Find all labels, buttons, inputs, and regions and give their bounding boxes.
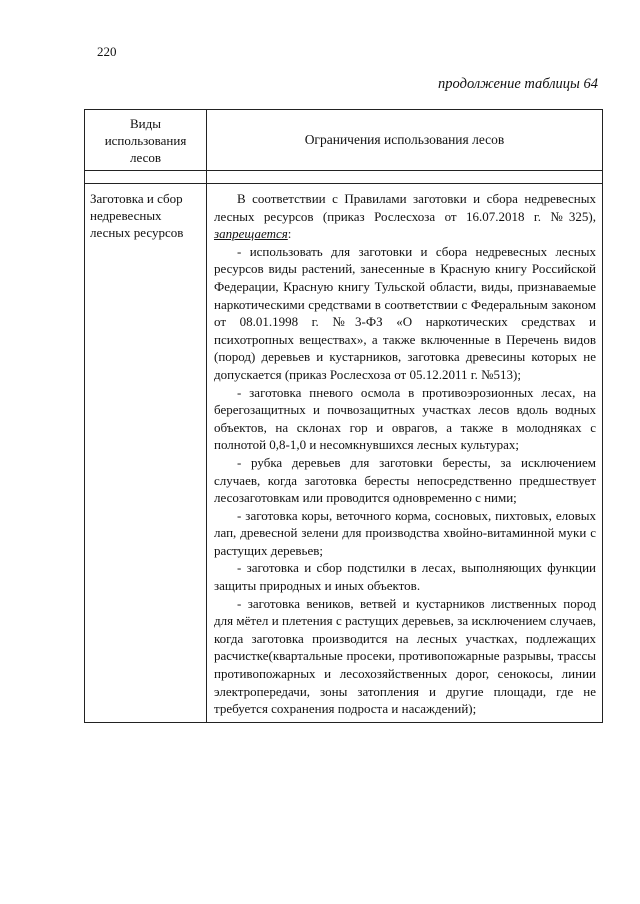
table-continuation-caption: продолжение таблицы 64 <box>438 76 598 92</box>
restrictions-table <box>84 109 603 723</box>
header-restrictions: Ограничения использования лесов <box>207 110 603 171</box>
spacer-cell <box>207 171 603 184</box>
restrictions-intro <box>214 190 596 243</box>
header-usage-types: Виды использования лесов <box>85 110 207 171</box>
prohibited-word: запрещается <box>214 226 288 242</box>
restriction-item: - заготовка коры, веточного корма, сосновых, пихтовых, еловых лап, древесной зелени для производства хвойно-витаминной муки с растущих деревьев; <box>214 507 596 558</box>
usage-type-cell: Заготовка и сбор недревесных лесных ресурсов <box>85 184 207 723</box>
restriction-item: - заготовка и сбор подстилки в лесах, выполняющих функции защиты природных и иных объектов. <box>214 560 596 594</box>
restriction-item: - рубка деревьев для заготовки бересты, за исключением случаев, когда заготовка бересты непосредственно предшествует лесозаготовкам или проводится одновременно с ними; <box>214 454 596 506</box>
restriction-item: - заготовка веников, ветвей и кустарников лиственных пород для мётел и плетения с растущих деревьев, за исключением случаев, когда заготовка производится на лесных участках, подлежащих расчистке(квартальные просеки, противопожарные разрывы, трассы противопожарных и лесохозяйственных дорог, сенокосы, линии электропередачи, зоны затопления и другие площади, где не требуется сохранения подроста и насаждений); <box>214 595 596 717</box>
restriction-item: - использовать для заготовки и сбора недревесных лесных ресурсов виды растений, занесенные в Красную книгу Российской Федерации, Красную книгу Тульской области, виды, признаваемые наркотическими средствами в соответствии с Федеральным законом от 08.01.1998 г. №3-ФЗ «О наркотических средствах и психотропных веществах», а также включенные в Перечень видов (пород) деревьев и кустарников, заготовка древесины которых не допускается (приказ Рослесхоза от 05.12.2011 г. №513); <box>214 243 596 382</box>
intro-end: : <box>287 226 292 242</box>
table-spacer-row <box>85 171 603 184</box>
restriction-item: - заготовка пневого осмола в противоэрозионных лесах, на берегозащитных и почвозащитных участках лесов вдоль водных объектов, на склонах гор и оврагов, а также в молодняках с полнотой 0,8-1,0 и несомкнувшихся лесных культурах; <box>214 384 596 453</box>
page-number: 220 <box>97 44 117 59</box>
spacer-cell <box>85 171 207 184</box>
restrictions-cell <box>207 184 603 723</box>
intro-text: В соответствии с Правилами заготовки и сбора недревесных лесных ресурсов (приказ Рослесхоза от 16.07.2018 г. №325), <box>214 191 596 224</box>
table-row <box>85 184 603 723</box>
table-header-row <box>85 110 603 171</box>
